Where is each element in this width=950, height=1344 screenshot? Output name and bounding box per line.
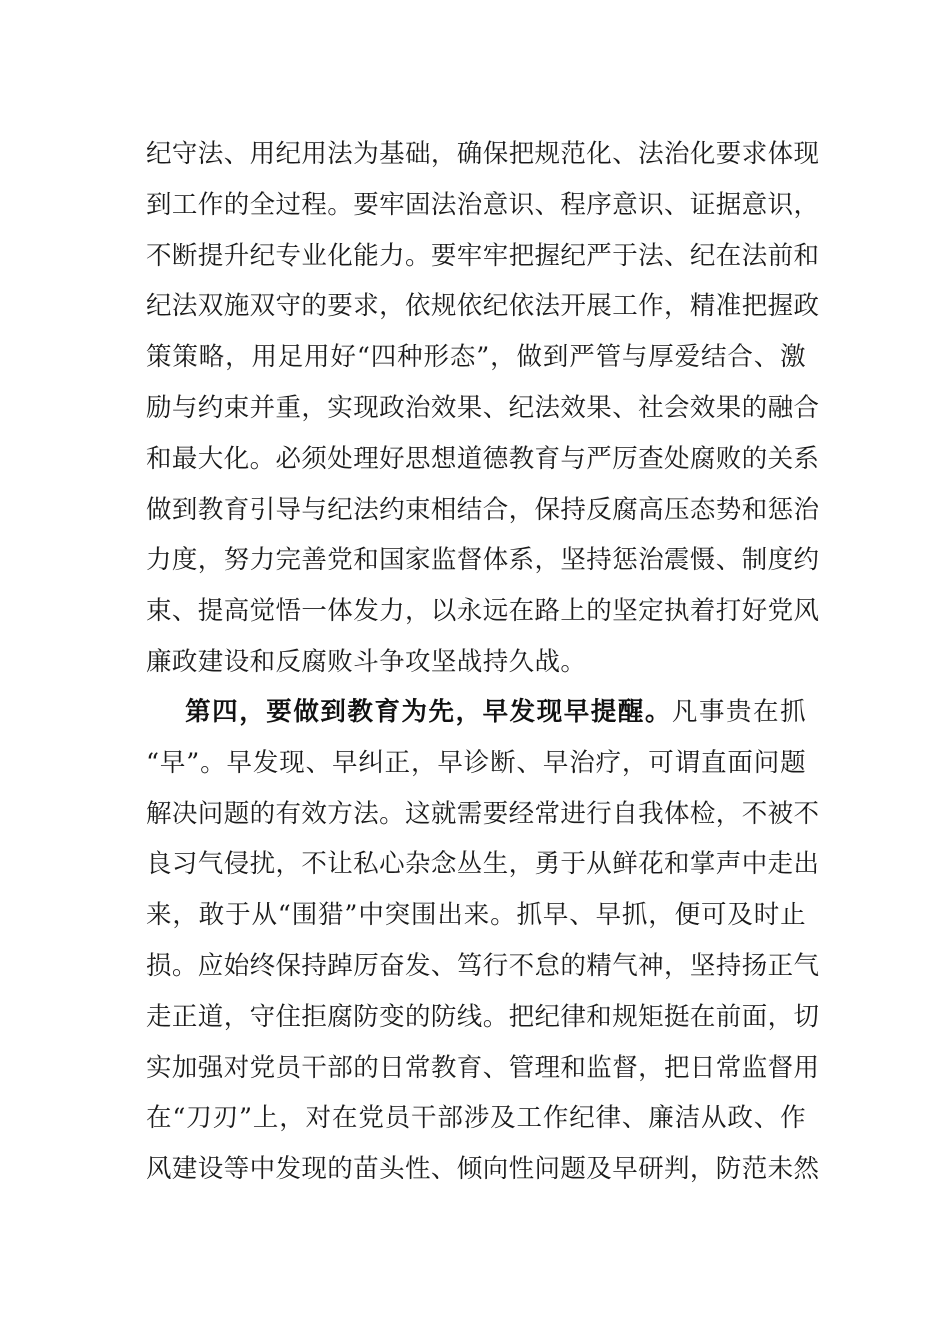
text-line: 束、提高觉悟一体发力，以永远在路上的坚定执着打好党风 [146, 596, 820, 627]
text-line: 良习气侵扰，不让私心杂念丛生，勇于从鲜花和掌声中走出 [146, 849, 820, 880]
text-line: 到工作的全过程。要牢固法治意识、程序意识、证据意识， [146, 189, 820, 220]
text-line: 纪法双施双守的要求，依规依纪依法开展工作，精准把握政 [146, 291, 820, 322]
text-line: 风建设等中发现的苗头性、倾向性问题及早研判，防范未然 [146, 1154, 820, 1185]
section-heading: 第四，要做到教育为先，早发现早提醒。 [184, 697, 672, 727]
text-line: 解决问题的有效方法。这就需要经常进行自我体检，不被不 [146, 798, 820, 829]
text-line: 策策略，用足用好“四种形态”，做到严管与厚爱结合、激 [146, 342, 806, 373]
text-run: 凡事贵在抓 [671, 697, 806, 727]
text-line: 不断提升纪专业化能力。要牢牢把握纪严于法、纪在法前和 [146, 240, 820, 271]
text-line: 和最大化。必须处理好思想道德教育与严厉查处腐败的关系 [146, 443, 820, 474]
text-line: 力度，努力完善党和国家监督体系，坚持惩治震慑、制度约 [146, 545, 820, 576]
text-line: 纪守法、用纪用法为基础，确保把规范化、法治化要求体现 [146, 139, 820, 169]
text-line: 廉政建设和反腐败斗争攻坚战持久战。 [146, 646, 587, 677]
text-line: 实加强对党员干部的日常教育、管理和监督，把日常监督用 [146, 1052, 820, 1083]
text-line: 来，敢于从“围猎”中突围出来。抓早、早抓，便可及时止 [146, 900, 806, 931]
body-paragraph-1 [146, 129, 820, 688]
text-line-first [146, 687, 806, 738]
text-line: “早”。早发现、早纠正，早诊断、早治疗，可谓直面问题 [146, 747, 806, 778]
text-line: 做到教育引导与纪法约束相结合，保持反腐高压态势和惩治 [146, 494, 820, 525]
body-paragraph-2 [146, 687, 820, 1195]
text-line: 损。应始终保持踔厉奋发、笃行不怠的精气神，坚持扬正气 [146, 950, 820, 981]
text-line: 在“刀刃”上，对在党员干部涉及工作纪律、廉洁从政、作 [146, 1103, 806, 1134]
text-line: 走正道，守住拒腐防变的防线。把纪律和规矩挺在前面，切 [146, 1001, 820, 1032]
text-line: 励与约束并重，实现政治效果、纪法效果、社会效果的融合 [146, 392, 820, 423]
